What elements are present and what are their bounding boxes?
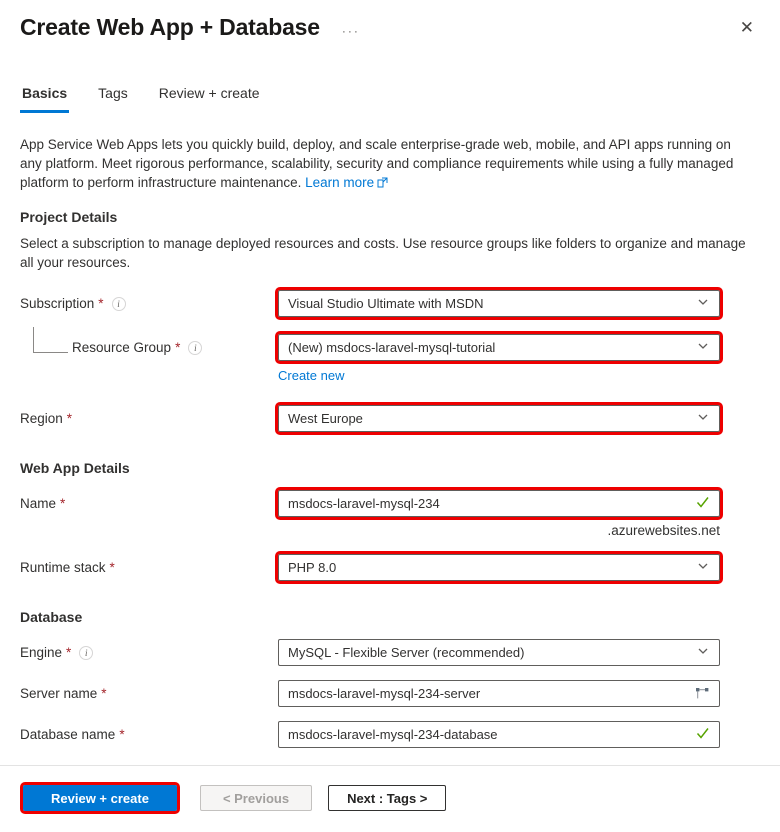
region-label: Region * [20,411,73,426]
engine-dropdown[interactable] [278,639,720,666]
next-tags-button[interactable]: Next : Tags > [328,785,446,811]
info-icon[interactable]: i [79,646,93,660]
intro-body: App Service Web Apps lets you quickly build, deploy, and scale enterprise-grade web, mobile, and API apps running on any platform. Meet rigorous performance, scalability, security and compliance requirements while using a fully managed platform to perform infrastructure maintenance. [20,137,734,190]
subscription-value: Visual Studio Ultimate with MSDN [288,296,484,311]
name-row [20,490,760,517]
name-input[interactable] [288,496,688,511]
chevron-down-icon [696,339,710,356]
server-name-label: Server name * [20,686,107,701]
tab-tags[interactable]: Tags [98,85,128,101]
valid-check-icon [696,496,710,511]
domain-suffix: .azurewebsites.net [607,523,720,538]
required-marker: * [175,340,181,355]
subscription-label: Subscription * i [20,296,278,311]
chevron-down-icon [696,410,710,427]
resource-group-label: Resource Group * i [20,340,278,355]
validating-icon [695,686,710,702]
subscription-dropdown[interactable] [278,290,720,317]
engine-row [20,639,760,666]
basics-form [0,290,780,748]
server-name-input[interactable] [288,686,687,701]
required-marker: * [119,727,125,742]
region-dropdown[interactable] [278,405,720,432]
tab-review-create[interactable]: Review + create [158,85,260,101]
database-name-row [20,721,760,748]
region-row [20,405,760,432]
required-marker: * [60,496,66,511]
section-heading-database: Database [20,609,83,625]
section-heading-web-app-details: Web App Details [20,460,130,476]
chevron-down-icon [696,644,710,661]
more-options-icon[interactable]: ··· [341,23,360,38]
pane-header [0,0,780,41]
valid-check-icon [696,727,710,742]
chevron-down-icon [696,295,710,312]
runtime-stack-dropdown[interactable] [278,554,720,581]
close-icon[interactable]: ✕ [739,17,754,37]
info-icon[interactable]: i [188,341,202,355]
required-marker: * [66,411,73,426]
database-name-label: Database name * [20,727,125,742]
required-marker: * [66,645,72,660]
previous-button[interactable]: < Previous [200,785,312,811]
server-name-row [20,680,760,707]
resource-group-row [20,334,760,361]
engine-label: Engine * i [20,645,278,660]
resource-group-value: (New) msdocs-laravel-mysql-tutorial [288,340,496,355]
engine-value: MySQL - Flexible Server (recommended) [288,645,525,660]
external-link-icon [377,174,388,193]
database-name-input[interactable] [288,727,688,742]
runtime-stack-label: Runtime stack * [20,560,115,575]
project-details-description: Select a subscription to manage deployed resources and costs. Use resource groups like folders to organize and manage all your resources. [20,236,746,270]
hierarchy-connector-line [33,327,68,353]
runtime-stack-value: PHP 8.0 [288,560,337,575]
required-marker: * [101,686,107,701]
region-value: West Europe [288,411,363,426]
tab-basics[interactable]: Basics [20,85,69,113]
create-new-link[interactable]: Create new [278,368,345,383]
name-input-wrapper [278,490,720,517]
intro-text [0,135,775,193]
wizard-tabs [0,85,780,114]
review-create-button[interactable]: Review + create [23,785,177,811]
section-heading-project-details: Project Details [20,209,118,225]
required-marker: * [109,560,115,575]
learn-more-link[interactable]: Learn more [305,175,375,190]
database-name-input-wrapper [278,721,720,748]
name-label: Name * [20,496,66,511]
server-name-input-wrapper [278,680,720,707]
runtime-stack-row [20,554,760,581]
page-title: Create Web App + Database [20,14,320,40]
chevron-down-icon [696,559,710,576]
subscription-row [20,290,760,317]
required-marker: * [98,296,104,311]
resource-group-dropdown[interactable] [278,334,720,361]
info-icon[interactable]: i [112,297,126,311]
wizard-footer [0,765,780,832]
